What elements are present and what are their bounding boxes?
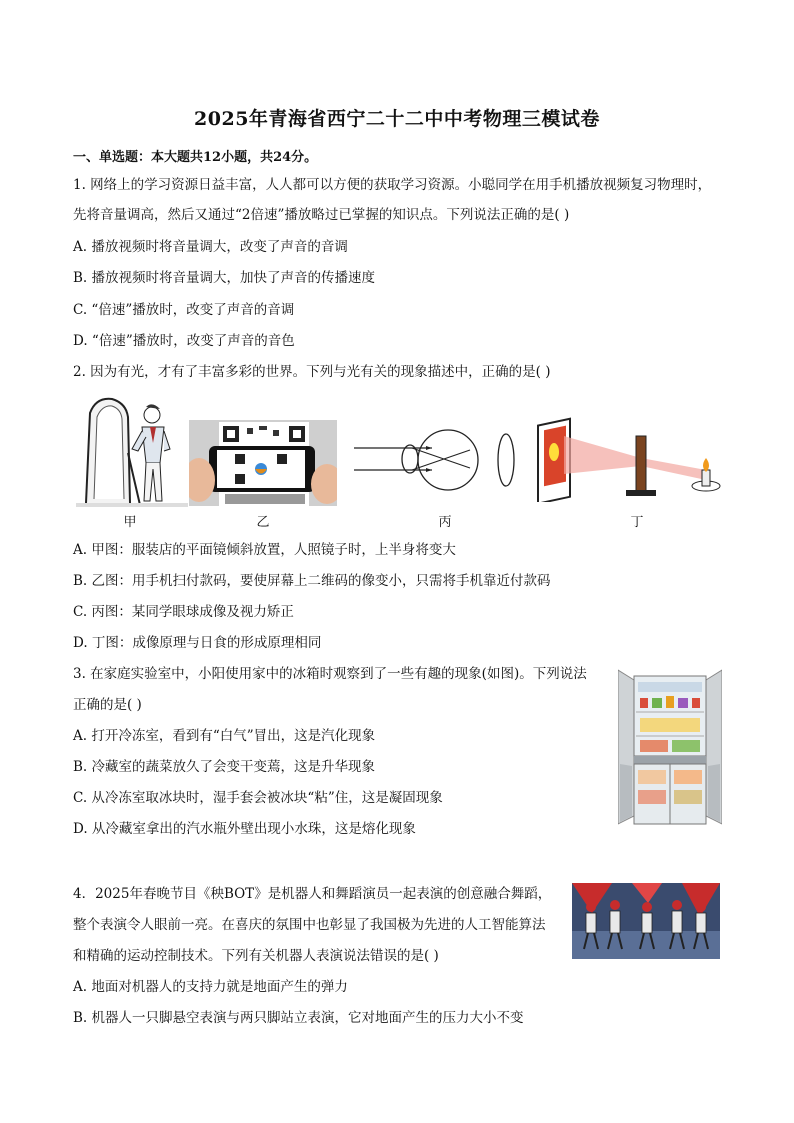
q2-option-d: D. 丁图：成像原理与日食的形成原理相同	[73, 635, 322, 651]
q4-stem-line1: 4．2025年春晚节目《秧BOT》是机器人和舞蹈演员一起表演的创意融合舞蹈，	[73, 886, 552, 902]
q1-option-c: C. “倍速”播放时，改变了声音的音调	[73, 302, 295, 318]
fridge-figure	[618, 666, 722, 830]
caption-ding: 丁	[630, 515, 644, 530]
q4-option-a: A. 地面对机器人的支持力就是地面产生的弹力	[73, 979, 348, 995]
page-title: 2025年青海省西宁二十二中中考物理三模试卷	[194, 108, 600, 130]
q1-stem-line2: 先将音量调高，然后又通过“2倍速”播放略过已掌握的知识点。下列说法正确的是( )	[73, 207, 570, 223]
q1-option-b: B. 播放视频时将音量调大，加快了声音的传播速度	[73, 270, 376, 286]
q4-stem-line2: 整个表演令人眼前一亮。在喜庆的氛围中也彰显了我国极为先进的人工智能算法	[73, 917, 546, 933]
q2-option-b: B. 乙图：用手机扫付款码，要使屏幕上二维码的像变小，只需将手机靠近付款码	[73, 573, 551, 589]
q3-option-c: C. 从冷冻室取冰块时，湿手套会被冰块“粘”住，这是凝固现象	[73, 790, 443, 806]
q3-option-b: B. 冷藏室的蔬菜放久了会变干变蔫，这是升华现象	[73, 759, 376, 775]
q1-stem-line1: 1. 网络上的学习资源日益丰富，人人都可以方便的获取学习资源。小聪同学在用手机播放视频复习物理时，	[73, 177, 712, 193]
section-heading: 一、单选题：本大题共12小题，共24分。	[73, 150, 318, 165]
q2-stem: 2. 因为有光，才有了丰富多彩的世界。下列与光有关的现象描述中，正确的是( )	[73, 364, 551, 380]
q3-stem-line1: 3. 在家庭实验室中，小阳使用家中的冰箱时观察到了一些有趣的现象(如图)。下列说法	[73, 666, 587, 682]
q2-option-a: A. 甲图：服装店的平面镜倾斜放置，人照镜子时，上半身将变大	[73, 542, 456, 558]
pinhole-figure	[536, 414, 724, 502]
qr-scan-figure	[189, 420, 337, 506]
caption-yi: 乙	[256, 515, 270, 530]
q4-stem-line3: 和精确的运动控制技术。下列有关机器人表演说法错误的是( )	[73, 948, 439, 964]
caption-jia: 甲	[123, 515, 137, 530]
robot-dance-photo	[572, 883, 720, 959]
q1-option-d: D. “倍速”播放时，改变了声音的音色	[73, 333, 295, 349]
q3-stem-line2: 正确的是( )	[73, 697, 142, 713]
q3-option-a: A. 打开冷冻室，看到有“白气”冒出，这是汽化现象	[73, 728, 376, 744]
q3-option-d: D. 从冷藏室拿出的汽水瓶外壁出现小水珠，这是熔化现象	[73, 821, 416, 837]
q1-option-a: A. 播放视频时将音量调大，改变了声音的音调	[73, 239, 348, 255]
eye-lens-figure	[352, 428, 532, 508]
q2-option-c: C. 丙图：某同学眼球成像及视力矫正	[73, 604, 294, 620]
mirror-figure	[76, 393, 188, 509]
q4-option-b: B. 机器人一只脚悬空表演与两只脚站立表演，它对地面产生的压力大小不变	[73, 1010, 524, 1026]
caption-bing: 丙	[438, 515, 452, 530]
